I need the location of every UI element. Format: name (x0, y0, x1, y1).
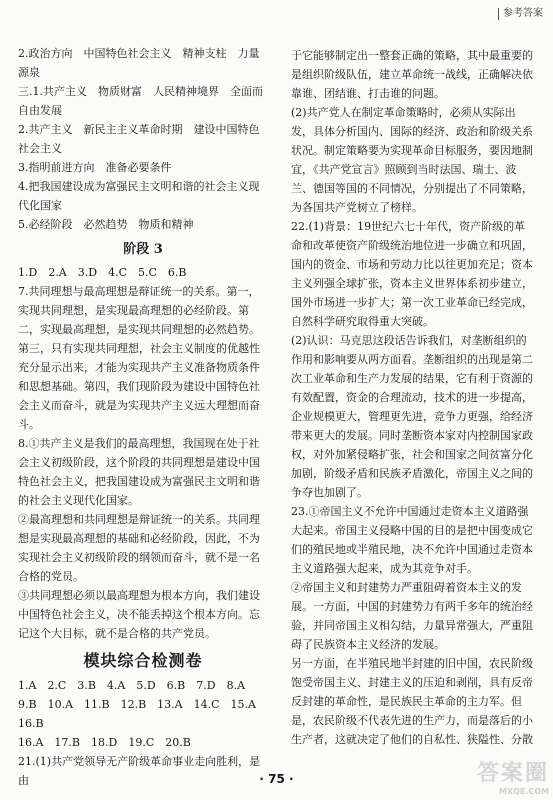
paragraph: ②最高理想和共同理想是辩证统一的关系。共同理想是实现最高理想的基础和必经阶段，因此，不为实现社会主义初级阶段的纲领而奋斗，就不是一名合格的党员。 (18, 513, 260, 583)
paragraph: 另一方面，在半殖民地半封建的旧中国，农民阶级饱受帝国主义、封建主义的压迫和剥削，具有反帝反封建的革命性，是民族民主革命的主力军。但是，农民阶级不代表先进的生产力，而是落后的小生产者，这就决定了他们的自私性、狭隘性、分散 (291, 657, 533, 746)
watermark-logo (477, 756, 549, 796)
paragraph: 21.(1)共产党领导无产阶级革命事业走向胜利，是由 (18, 755, 261, 787)
paragraph: 7.共同理想与最高理想是辩证统一的关系。第一，实现共同理想，是实现最高理想的必经阶段。第二，实现最高理想，是实现共同理想的必然趋势。第三，只有实现共同理想，社会主义制度的优越性充分显示出来，才能为实现共产主义准备物质条件和思想基础。第四，我们现阶段为建设中国特色社会主义而奋斗，就是为实现共产主义远大理想而奋斗。 (18, 285, 260, 431)
answer-row: 16.A 17.B 18.D 19.C 20.B (18, 736, 191, 749)
paragraph: 2.共产主义 新民主主义革命时期 建设中国特色社会主义 (18, 123, 260, 155)
paragraph: ②帝国主义和封建势力严重阻碍着资本主义的发展。一方面，中国的封建势力有两千多年的统治经验，并同帝国主义相勾结，力量异常强大，严重阻碍了民族资本主义经济的发展。 (291, 581, 533, 651)
paragraph: ③共同理想必须以最高理想为根本方向，我们建设中国特色社会主义，决不能丢掉这个根本方向。忘记这个大目标，就不是合格的共产党员。 (18, 589, 260, 640)
paragraph: 8.①共产主义是我们的最高理想，我国现在处于社会主义初级阶段，这个阶段的共同理想是建设中国特色社会主义，把我国建设成为富强民主文明和谐的社会主义现代化国家。 (18, 437, 260, 507)
section-heading-stage3: 阶段 3 (123, 242, 163, 257)
watermark-main: 答案圈 (476, 761, 549, 786)
paragraph: (2)认识：马克思这段话告诉我们，对垄断组织的作用和影响要从两方面看。垄断组织的出现是第二次工业革命和生产力发展的结果，它有利于资源的有效配置，资金的合理流动，技术的进一步提高，企业规模更大，管理更先进，竞争力更强，给经济带来更大的发展。同时垄断资本家对内控制国家政权，对外加紧侵略扩张，社会和国家之间贫富分化加剧，阶级矛盾和民族矛盾激化，帝国主义之间的争夺也加剧了。 (291, 334, 533, 499)
header-label: 参考答案 (498, 8, 543, 20)
answer-row: 9.B 10.A 11.B 12.B 13.A 14.C 15.A 16.B (18, 698, 267, 730)
answer-row: 1.D 2.A 3.D 4.C 5.C 6.B (18, 266, 187, 279)
paragraph: 23.①帝国主义不允许中国通过走资本主义道路强大起来。帝国主义侵略中国的目的是把中国变成它们的殖民地或半殖民地，决不允许中国通过走资本主义道路强大起来，成为其竞争对手。 (291, 505, 533, 575)
paragraph: 4.把我国建设成为富强民主文明和谐的社会主义现代化国家 (18, 180, 260, 212)
paragraph: 2.政治方向 中国特色社会主义 精神支柱 力量源泉 (18, 47, 260, 79)
left-column (18, 44, 268, 790)
paragraph: 5.必经阶段 必然趋势 物质和精神 (18, 218, 194, 231)
paragraph: 22.(1)背景：19世纪六七十年代，资产阶级的革命和改革使资产阶级统治地位进一步确立和巩固，国内的资金、市场和劳动力比以往更加充足；资本主义列强全球扩张，资本主义世界体系初步建立，国外市场进一步扩大；第一次工业革命已经完成，自然科学研究取得重大突破。 (291, 220, 533, 328)
section-heading-module-test: 模块综合检测卷 (83, 651, 203, 670)
paragraph: 三.1.共产主义 物质财富 人民精神境界 全面而自由发展 (18, 85, 263, 117)
answer-row: 1.A 2.C 3.B 4.A 5.D 6.B 7.D 8.A (18, 679, 246, 692)
paragraph: 3.指明前进方向 准备必要条件 (18, 161, 172, 174)
paragraph: (2)共产党人在制定革命策略时，必须从实际出发，具体分析国内、国际的经济、政治和阶级关系状况。制定策略要为实现革命目标服务，要因地制宜，《共产党宣言》照顾到当时法国、瑞士、波兰、德国等国的不同情况，分别提出了不同策略，为各国共产党树立了榜样。 (291, 106, 533, 214)
paragraph: 于它能够制定出一整套正确的策略，其中最重要的是组织阶级队伍，建立革命统一战线，正确解决依靠谁、团结谁、打击谁的问题。 (291, 49, 533, 100)
page-number: · 75 · (259, 772, 294, 786)
watermark-sub: MXQE.COM (498, 787, 549, 796)
right-column (291, 46, 536, 749)
